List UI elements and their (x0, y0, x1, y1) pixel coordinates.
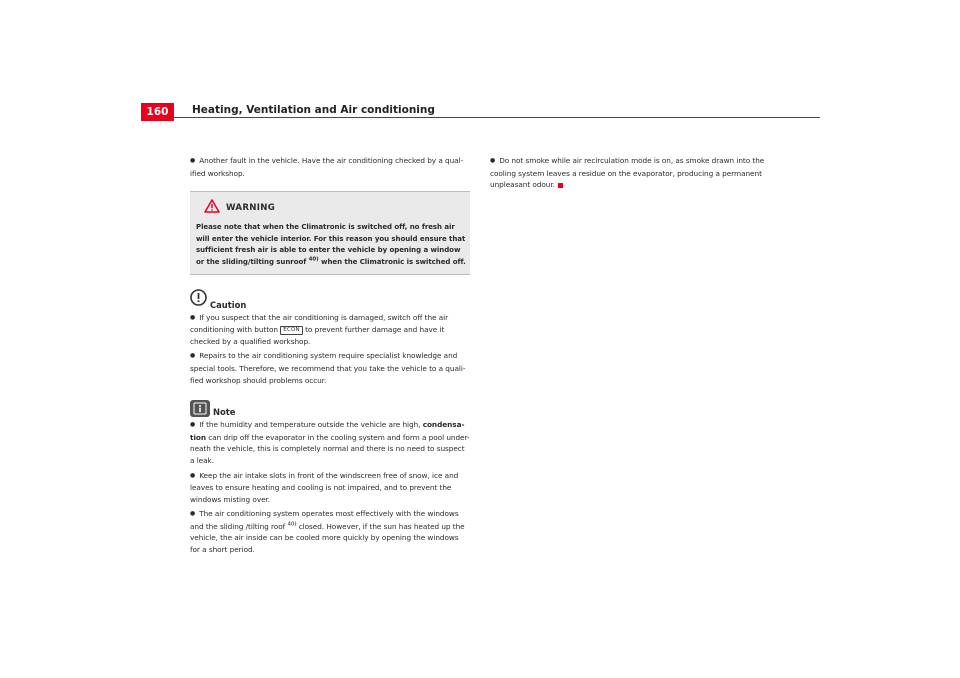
caution-bullet-1-b: to prevent further damage and have it checked by a qualified workshop. (190, 325, 445, 346)
left-column (190, 155, 470, 556)
footnote-ref: 40) (308, 256, 319, 263)
note-bullet-3-a: The air conditioning system operates most effectively with the windows and the sliding /tilting roof (190, 509, 459, 531)
warning-text (196, 222, 466, 268)
econ-button-label: ECON (280, 326, 303, 335)
bullet-smoke-text: Do not smoke while air recirculation mode is on, as smoke drawn into the cooling system leaves a residue on the evaporator, producing a permanent unpleasant odour. (490, 156, 765, 190)
note-bullet-1-b: can drip off the evaporator in the cooling system and form a pool under-neath the vehicle, this is completely normal and there is no need to suspect a leak. (190, 432, 470, 465)
note-header (190, 400, 470, 417)
note-bullet-1 (190, 419, 470, 466)
running-title: Heating, Ventilation and Air conditioning (192, 104, 435, 116)
bullet-fault: ● Another fault in the vehicle. Have the air conditioning checked by a qual-ified workshop. (190, 155, 470, 179)
note-info-icon (190, 400, 210, 417)
caution-header (190, 289, 470, 310)
caution-exclamation-icon (190, 289, 207, 310)
caution-bullet-2: ● Repairs to the air conditioning system require specialist knowledge and special tools. Therefore, we recommend that you take the vehicle to a quali-fied workshop should problems occur. (190, 350, 470, 386)
warning-box (190, 191, 470, 274)
warning-title: WARNING (226, 202, 276, 213)
caution-bullet-1-a: If you suspect that the air conditioning is damaged, switch off the air conditioning with button (190, 312, 449, 335)
warning-text-part-a: Please note that when the Climatronic is switched off, no fresh air will enter the vehicle interior. For this reason you should ensure that sufficient fresh air is able to enter the vehicle by opening a window or the sliding/tilting sunroof (196, 223, 466, 266)
section-end-marker (558, 183, 563, 188)
note-bullet-3 (190, 508, 470, 555)
note-bullet-1-bold: condensa-tion (190, 420, 465, 442)
note-bullet-1-a: If the humidity and temperature outside the vehicle are high, (199, 420, 423, 430)
note-footnote-ref: 40) (287, 521, 297, 528)
page-number: 160 (141, 103, 174, 121)
caution-bullet-1 (190, 312, 470, 348)
caution-title: Caution (210, 299, 247, 310)
note-bullet-2: ● Keep the air intake slots in front of the windscreen free of snow, ice and leaves to ensure heating and cooling is not impaired, and to prevent the windows misting over. (190, 470, 470, 506)
warning-text-part-b: when the Climatronic is switched off. (318, 257, 466, 266)
bullet-smoke (490, 155, 770, 191)
note-bullet-3-b: closed. However, if the sun has heated up the vehicle, the air inside can be cooled more quickly by opening the windows for a short period. (190, 521, 465, 555)
right-column (490, 155, 770, 191)
note-title: Note (213, 407, 236, 418)
warning-header (204, 198, 466, 217)
warning-triangle-icon (204, 198, 220, 217)
header-rule (174, 117, 820, 118)
